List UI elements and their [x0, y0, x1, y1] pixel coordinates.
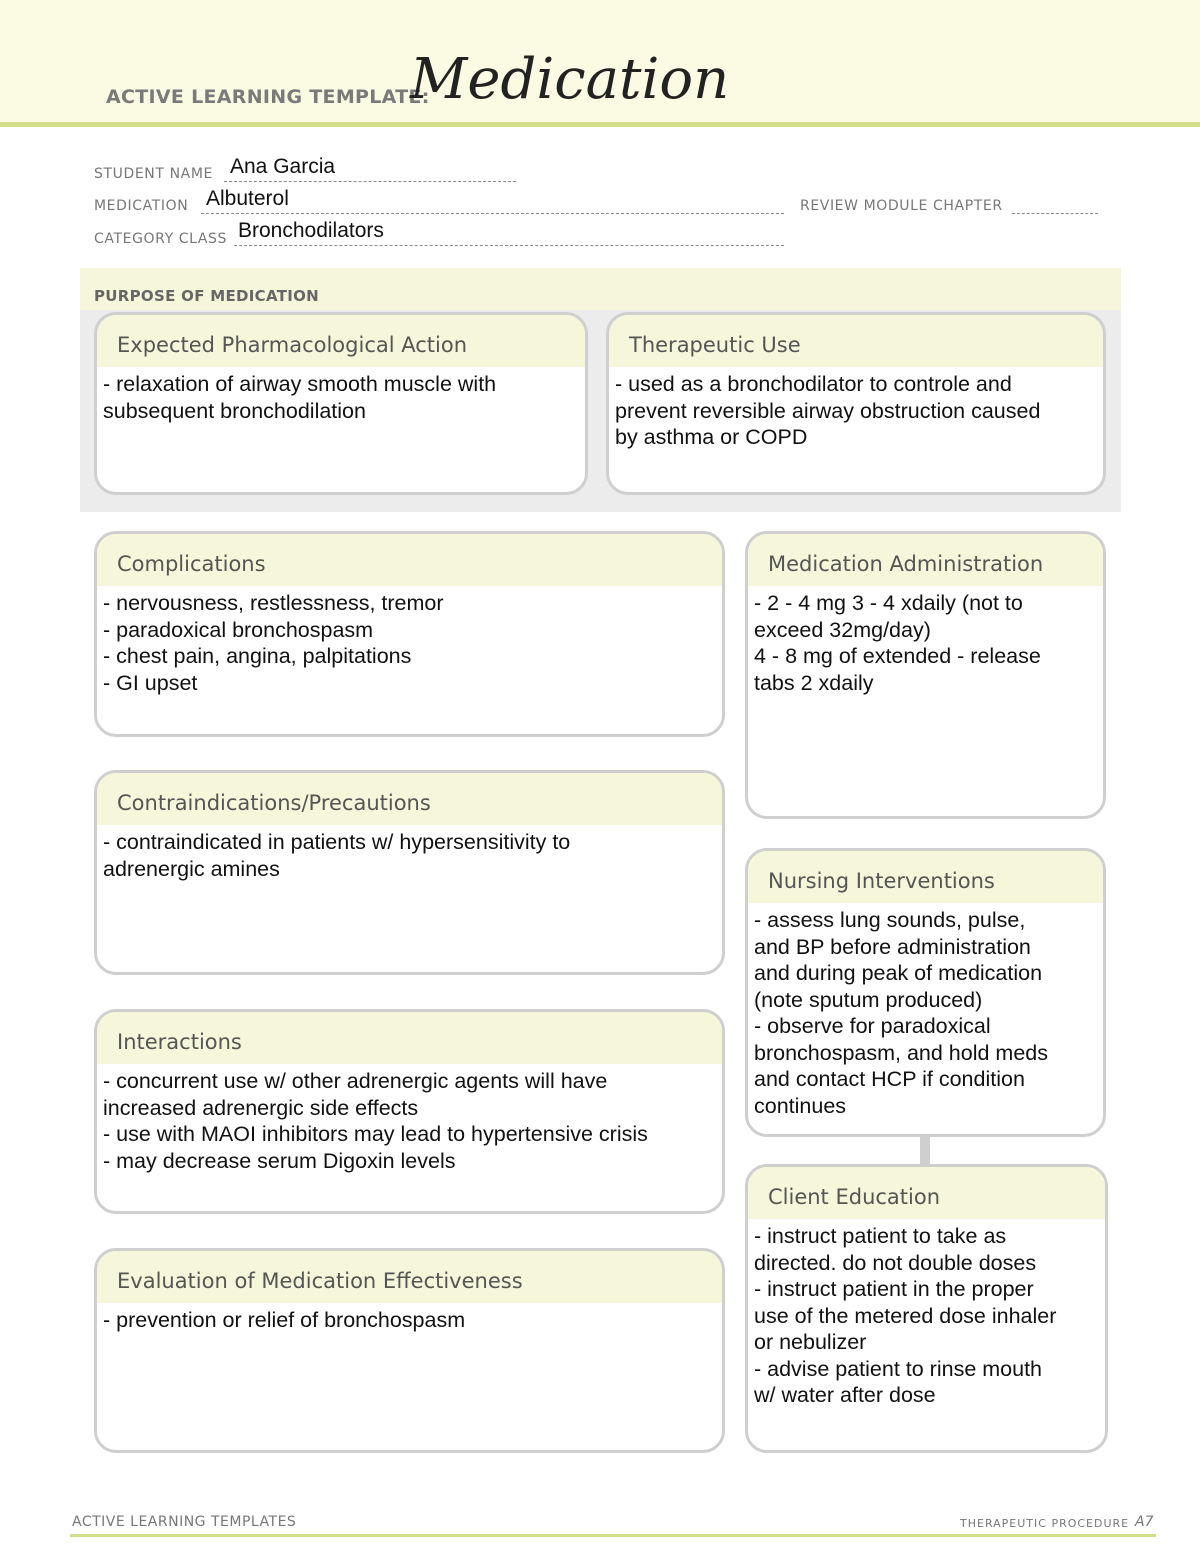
card-interactions	[94, 1009, 725, 1214]
card-medication-administration	[745, 531, 1106, 819]
card-nursing-interventions	[745, 848, 1106, 1137]
card-head	[97, 1251, 722, 1303]
card-head	[97, 773, 722, 825]
category-class-line[interactable]	[234, 245, 784, 246]
template-label: ACTIVE LEARNING TEMPLATE:	[106, 86, 430, 108]
footer-title: ACTIVE LEARNING TEMPLATES	[72, 1514, 297, 1530]
card-body[interactable]: - instruct patient to take as directed. do not double doses - instruct patient in the proper use of the metered dose inhaler or nebulizer - advise patient to rinse mouth w/ water after dose	[754, 1224, 1057, 1407]
card-head	[97, 534, 722, 586]
card-body[interactable]: - used as a bronchodilator to controle and prevent reversible airway obstruction caused by asthma or COPD	[615, 372, 1041, 449]
student-name-line[interactable]	[224, 181, 516, 182]
category-class-label: CATEGORY CLASS	[94, 231, 228, 247]
page-number: A7	[1135, 1514, 1154, 1530]
card-body[interactable]: - prevention or relief of bronchospasm	[103, 1308, 466, 1332]
card-head	[748, 851, 1103, 903]
category-class-value[interactable]: Bronchodilators	[238, 219, 384, 242]
card-body[interactable]: - nervousness, restlessness, tremor - paradoxical bronchospasm - chest pain, angina, palpitations - GI upset	[103, 591, 444, 695]
card-head	[748, 534, 1103, 586]
card-contraindications	[94, 770, 725, 975]
card-head	[97, 315, 585, 367]
card-title: Contraindications/Precautions	[117, 791, 431, 815]
card-client-education	[745, 1164, 1108, 1453]
header-rule	[0, 122, 1200, 127]
card-title: Client Education	[768, 1185, 941, 1209]
card-title: Nursing Interventions	[768, 869, 995, 893]
card-body[interactable]: - 2 - 4 mg 3 - 4 xdaily (not to exceed 32mg/day) 4 - 8 mg of extended - release tabs 2 xdaily	[754, 591, 1041, 695]
footer-section: THERAPEUTIC PROCEDURE	[960, 1517, 1130, 1530]
card-title: Evaluation of Medication Effectiveness	[117, 1269, 523, 1293]
page-title: Medication	[410, 47, 730, 112]
card-head	[609, 315, 1103, 367]
medication-value[interactable]: Albuterol	[206, 187, 289, 210]
connector	[920, 1136, 930, 1164]
card-title: Therapeutic Use	[629, 333, 801, 357]
card-pharmacological-action	[94, 312, 588, 495]
card-head	[97, 1012, 722, 1064]
review-module-line[interactable]	[1012, 213, 1098, 214]
card-title: Interactions	[117, 1030, 242, 1054]
card-complications	[94, 531, 725, 737]
student-name-label: STUDENT NAME	[94, 166, 213, 182]
medication-line[interactable]	[201, 213, 784, 214]
card-body[interactable]: - assess lung sounds, pulse, and BP before administration and during peak of medication (note sputum produced) - observe for paradoxical bronchospasm, and hold meds and contact HCP if condition continues	[754, 908, 1049, 1118]
student-name-value[interactable]: Ana Garcia	[230, 155, 336, 178]
card-title: Complications	[117, 552, 266, 576]
card-body[interactable]: - relaxation of airway smooth muscle with subsequent bronchodilation	[103, 372, 497, 423]
card-evaluation	[94, 1248, 725, 1453]
medication-label: MEDICATION	[94, 198, 189, 214]
card-title: Expected Pharmacological Action	[117, 333, 468, 357]
footer-rule	[70, 1534, 1156, 1537]
card-body[interactable]: - contraindicated in patients w/ hypersensitivity to adrenergic amines	[103, 830, 571, 881]
card-therapeutic-use	[606, 312, 1106, 495]
card-head	[748, 1167, 1105, 1219]
card-body[interactable]: - concurrent use w/ other adrenergic agents will have increased adrenergic side effects - use with MAOI inhibitors may lead to hypertensive crisis - may decrease serum Digoxin levels	[103, 1069, 648, 1173]
review-module-label: REVIEW MODULE CHAPTER	[800, 198, 1003, 214]
purpose-label: PURPOSE OF MEDICATION	[94, 287, 320, 305]
card-title: Medication Administration	[768, 552, 1044, 576]
